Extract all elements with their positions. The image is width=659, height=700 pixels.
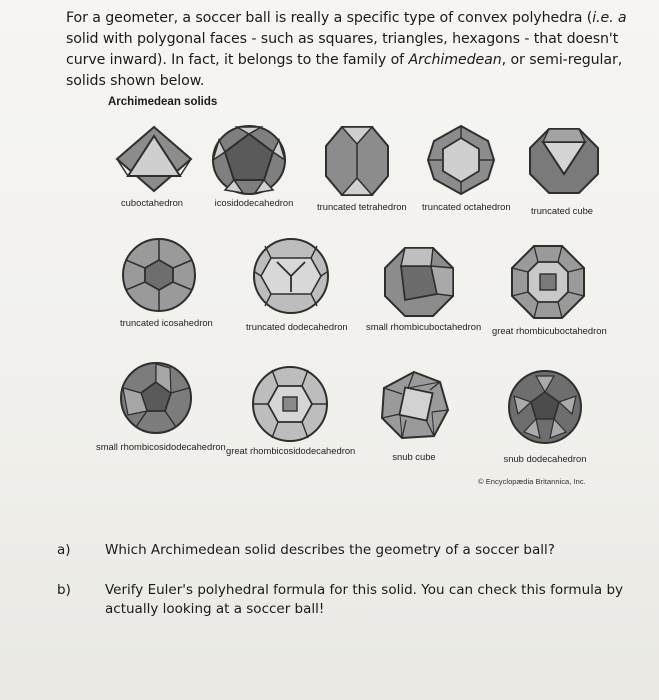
great-rhombicosidodecahedron-icon [250,364,330,444]
truncated-icosahedron-icon [120,236,198,314]
caption-truncated-icosahedron: truncated icosahedron [120,317,213,328]
caption-truncated-dodecahedron: truncated dodecahedron [246,321,348,332]
intro-paragraph [66,8,651,92]
caption-truncated-octahedron: truncated octahedron [422,201,511,212]
caption-small-rhombicuboctahedron: small rhombicuboctahedron [366,321,482,332]
intro-ie: i.e. a [592,10,627,26]
caption-truncated-cube: truncated cube [530,205,594,216]
caption-cuboctahedron: cuboctahedron [120,197,184,208]
caption-truncated-tetrahedron: truncated tetrahedron [317,201,407,212]
snub-dodecahedron-icon [506,368,584,446]
small-rhombicosidodecahedron-icon [118,360,194,436]
intro-text-before: For a geometer, a soccer ball is really a specific type of convex polyhedra ( [66,10,593,26]
truncated-octahedron-icon [426,124,496,196]
great-rhombicuboctahedron-icon [510,244,586,320]
small-rhombicuboctahedron-icon [383,246,455,318]
caption-icosidodecahedron: icosidodecahedron [214,197,294,208]
truncated-dodecahedron-icon [251,236,331,316]
figure-credit: © Encyclopædia Britannica, Inc. [478,477,586,486]
caption-snub-dodecahedron: snub dodecahedron [503,453,587,464]
question-a-marker: a) [57,542,71,558]
question-b-marker: b) [57,582,71,598]
icosidodecahedron-icon [209,124,289,196]
question-a-text: Which Archimedean solid describes the geometry of a soccer ball? [105,542,555,558]
intro-text-after: , or semi-regular, solids shown below. [66,52,623,89]
figure-title: Archimedean solids [108,96,218,108]
intro-archimedean: Archimedean [408,52,502,68]
snub-cube-icon [378,370,450,442]
truncated-tetrahedron-icon [322,124,392,198]
question-b-text: Verify Euler's polyhedral formula for this solid. You can check this formula by actually looking at a soccer ball! [105,582,624,617]
cuboctahedron-icon [114,124,194,194]
intro-text-middle: solid with polygonal faces - such as squares, triangles, hexagons - that doesn't curve inward). In fact, it belongs to the family of [66,31,619,68]
caption-snub-cube: snub cube [392,451,436,462]
caption-great-rhombicuboctahedron: great rhombicuboctahedron [492,325,607,336]
truncated-cube-icon [527,126,601,196]
caption-small-rhombicosidodecahedron: small rhombicosidodecahedron [96,441,226,452]
caption-great-rhombicosidodecahedron: great rhombicosidodecahedron [226,445,356,456]
